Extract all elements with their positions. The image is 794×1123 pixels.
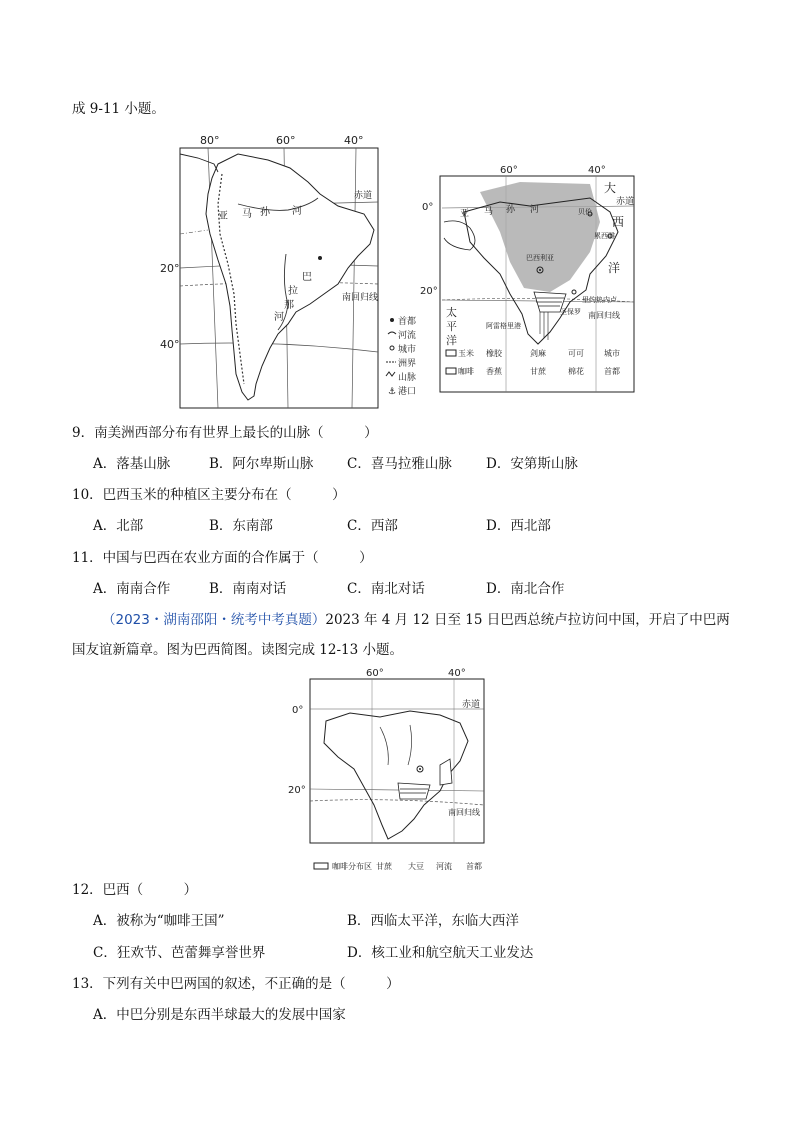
port-icon: ⚓ [388, 387, 397, 397]
svg-text:里约热内卢: 里约热内卢 [582, 296, 617, 304]
svg-text:洲界: 洲界 [398, 359, 417, 369]
intro2-source: （2023・湖南邵阳・统考中考真题） [102, 612, 326, 628]
q11-option-c[interactable]: C．南北对话 [347, 581, 425, 597]
svg-text:20°: 20° [420, 286, 438, 297]
q12-option-d[interactable]: D．核工业和航空航天工业发达 [347, 945, 534, 961]
river-icon [388, 332, 396, 334]
svg-text:马: 马 [242, 209, 252, 220]
svg-text:咖啡: 咖啡 [458, 367, 474, 376]
svg-text:剑麻: 剑麻 [530, 349, 546, 358]
svg-text:圣保罗: 圣保罗 [560, 308, 581, 316]
q10-stem: 10．巴西玉米的种植区主要分布在（ ） [72, 487, 346, 503]
svg-text:河流: 河流 [436, 862, 452, 871]
svg-text:香蕉: 香蕉 [486, 367, 502, 376]
map1-lon-60: 60° [276, 134, 296, 147]
svg-text:60°: 60° [500, 165, 518, 176]
q13-stem: 13．下列有关中巴两国的叙述，不正确的是（ ） [72, 976, 400, 992]
q12-option-c[interactable]: C．狂欢节、芭蕾舞享誉世界 [93, 945, 266, 961]
svg-text:巴西利亚: 巴西利亚 [526, 254, 554, 262]
svg-text:河: 河 [530, 205, 540, 215]
map1-tropic-label: 南回归线 [342, 293, 379, 303]
svg-text:港口: 港口 [398, 387, 417, 397]
intro2-text2: 国友谊新篇章。图为巴西简图。读图完成 12-13 小题。 [72, 642, 403, 658]
svg-text:河流: 河流 [398, 331, 417, 341]
map-brazil-simple [290, 665, 510, 875]
svg-text:孙: 孙 [506, 205, 516, 215]
q9-option-a[interactable]: A．落基山脉 [93, 456, 171, 472]
q10-option-a[interactable]: A．北部 [93, 518, 144, 534]
svg-text:20°: 20° [288, 785, 306, 796]
q11-option-b[interactable]: B．南南对话 [209, 581, 287, 597]
map3-frame [310, 679, 484, 843]
map1-lon-40: 40° [344, 134, 364, 147]
svg-text:累西腓: 累西腓 [594, 232, 615, 240]
svg-text:甘蔗: 甘蔗 [530, 367, 546, 376]
map-south-america [160, 134, 428, 410]
q13-option-a[interactable]: A．中巴分别是东西半球最大的发展中国家 [93, 1007, 346, 1023]
intro2-text1: 2023 年 4 月 12 日至 15 日巴西总统卢拉访问中国，开启了中巴两 [325, 612, 730, 628]
svg-text:玉米: 玉米 [458, 349, 474, 358]
q10-option-b[interactable]: B．东南部 [209, 518, 273, 534]
svg-text:马: 马 [484, 207, 494, 217]
svg-text:橡胶: 橡胶 [486, 349, 502, 358]
svg-text:南回归线: 南回归线 [588, 311, 620, 320]
mountain-icon [386, 372, 395, 376]
q11-option-d[interactable]: D．南北合作 [486, 581, 565, 597]
q11-option-a[interactable]: A．南南合作 [93, 581, 171, 597]
svg-text:河: 河 [292, 206, 302, 217]
svg-text:首都: 首都 [398, 317, 417, 327]
svg-text:南回归线: 南回归线 [448, 808, 480, 817]
svg-text:赤道: 赤道 [616, 197, 635, 207]
q10-option-d[interactable]: D．西北部 [486, 518, 551, 534]
svg-text:贝伦: 贝伦 [578, 208, 592, 216]
map1-lon-80: 80° [200, 134, 220, 147]
intro-tail: 成 9-11 小题。 [72, 101, 165, 117]
svg-text:洋: 洋 [446, 334, 457, 347]
svg-text:洋: 洋 [608, 261, 621, 275]
map3-legend [314, 861, 482, 871]
svg-text:阿雷格里港: 阿雷格里港 [486, 322, 521, 330]
map1-equator-label: 赤道 [354, 191, 373, 201]
svg-text:河: 河 [274, 312, 284, 323]
svg-text:甘蔗: 甘蔗 [376, 862, 392, 871]
q9-stem: 9．南美洲西部分布有世界上最长的山脉（ ） [72, 425, 378, 441]
capital-icon [390, 318, 394, 322]
svg-text:巴: 巴 [302, 272, 312, 283]
svg-text:首都: 首都 [604, 367, 620, 376]
q12-stem: 12．巴西（ ） [72, 882, 198, 898]
svg-text:咖啡分布区: 咖啡分布区 [332, 862, 372, 871]
svg-text:首都: 首都 [466, 862, 482, 871]
svg-text:40°: 40° [588, 165, 606, 176]
svg-text:那: 那 [284, 300, 294, 311]
map1-legend [386, 315, 416, 397]
svg-text:城市: 城市 [604, 349, 620, 358]
svg-text:孙: 孙 [260, 207, 270, 218]
svg-text:平: 平 [446, 320, 457, 333]
svg-text:亚: 亚 [218, 211, 228, 222]
svg-text:西: 西 [612, 215, 625, 229]
q9-option-d[interactable]: D．安第斯山脉 [486, 456, 578, 472]
map1-lat-20: 20° [160, 262, 180, 275]
q9-option-c[interactable]: C．喜马拉雅山脉 [347, 456, 452, 472]
city-icon [390, 346, 394, 350]
intro2-line1 [102, 611, 730, 629]
svg-text:赤道: 赤道 [462, 700, 481, 710]
svg-text:可可: 可可 [568, 349, 584, 358]
svg-text:60°: 60° [366, 668, 384, 679]
q12-option-a[interactable]: A．被称为“咖啡王国” [93, 913, 225, 929]
svg-text:棉花: 棉花 [568, 367, 584, 376]
map2-legend [446, 348, 620, 376]
svg-text:太: 太 [446, 306, 457, 319]
q9-option-b[interactable]: B．阿尔卑斯山脉 [209, 456, 314, 472]
svg-text:亚: 亚 [460, 209, 470, 219]
svg-text:大豆: 大豆 [408, 862, 424, 871]
svg-text:40°: 40° [448, 668, 466, 679]
svg-text:拉: 拉 [288, 286, 298, 297]
svg-text:0°: 0° [422, 202, 434, 213]
svg-text:城市: 城市 [398, 345, 417, 355]
map1-lat-40: 40° [160, 338, 180, 351]
q11-stem: 11．中国与巴西在农业方面的合作属于（ ） [72, 550, 373, 566]
svg-text:大: 大 [604, 181, 617, 195]
q10-option-c[interactable]: C．西部 [347, 518, 398, 534]
map-brazil-agriculture [420, 162, 640, 394]
svg-text:0°: 0° [292, 705, 304, 716]
q12-option-b[interactable]: B．西临太平洋，东临大西洋 [347, 913, 519, 929]
svg-text:山脉: 山脉 [398, 373, 417, 383]
